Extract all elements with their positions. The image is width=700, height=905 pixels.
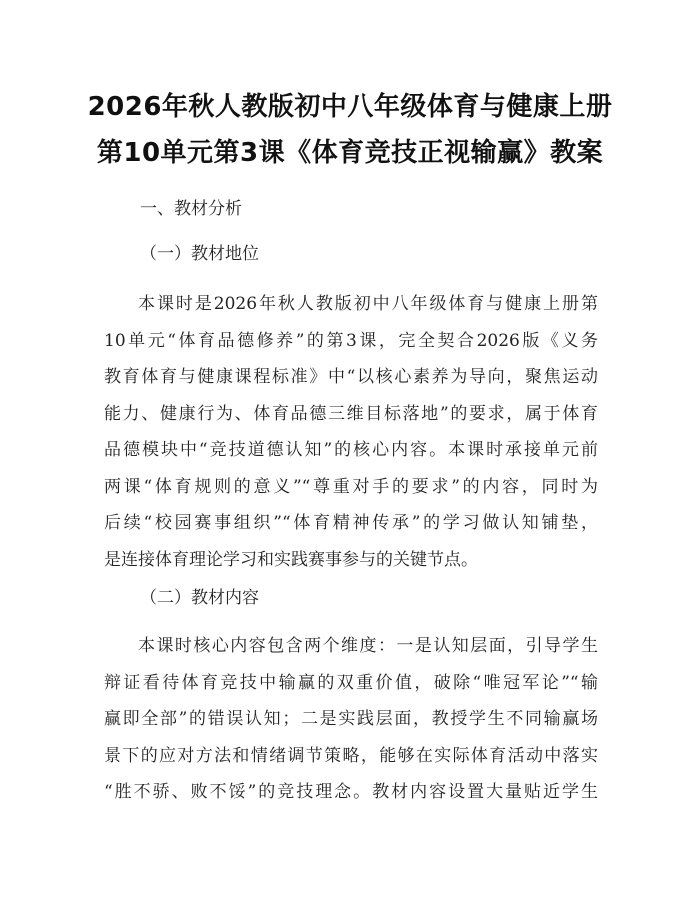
subsection-heading-position: （一）教材地位	[140, 244, 259, 264]
paragraph-line: “胜不骄、败不馁”的竞技理念。教材内容设置大量贴近学生	[104, 782, 598, 802]
paragraph-line: 品德模块中“竞技道德认知”的核心内容。本课时承接单元前	[104, 440, 598, 460]
paragraph-line: 是连接体育理论学习和实践赛事参与的关键节点。	[104, 549, 478, 570]
paragraph-line: 本课时核心内容包含两个维度：一是认知层面，引导学生	[138, 636, 598, 656]
paragraph-line: 两课“体育规则的意义”“尊重对手的要求”的内容，同时为	[104, 476, 598, 497]
document-title-line-1: 2026年秋人教版初中八年级体育与健康上册	[87, 92, 613, 122]
section-heading-analysis: 一、教材分析	[140, 199, 242, 219]
paragraph-line: 本课时是2026年秋人教版初中八年级体育与健康上册第	[138, 294, 598, 314]
paragraph-line: 后续“校园赛事组织”“体育精神传承”的学习做认知铺垫，	[104, 513, 598, 533]
paragraph-position	[104, 286, 598, 578]
subsection-heading-content: （二）教材内容	[140, 588, 259, 608]
paragraph-line: 10单元“体育品德修养”的第3课，完全契合2026版《义务	[104, 330, 598, 351]
paragraph-content	[104, 628, 598, 811]
paragraph-line: 赢即全部”的错误认知；二是实践层面，教授学生不同输赢场	[104, 709, 598, 729]
paragraph-line: 景下的应对方法和情绪调节策略，能够在实际体育活动中落实	[104, 745, 598, 766]
document-title-line-2: 第10单元第3课《体育竞技正视输赢》教案	[96, 138, 604, 168]
paragraph-line: 辩证看待体育竞技中输赢的双重价值，破除“唯冠军论”“输	[104, 672, 598, 693]
paragraph-line: 能力、健康行为、体育品德三维目标落地”的要求，属于体育	[104, 403, 598, 424]
paragraph-line: 教育体育与健康课程标准》中“以核心素养为导向，聚焦运动	[104, 367, 598, 387]
